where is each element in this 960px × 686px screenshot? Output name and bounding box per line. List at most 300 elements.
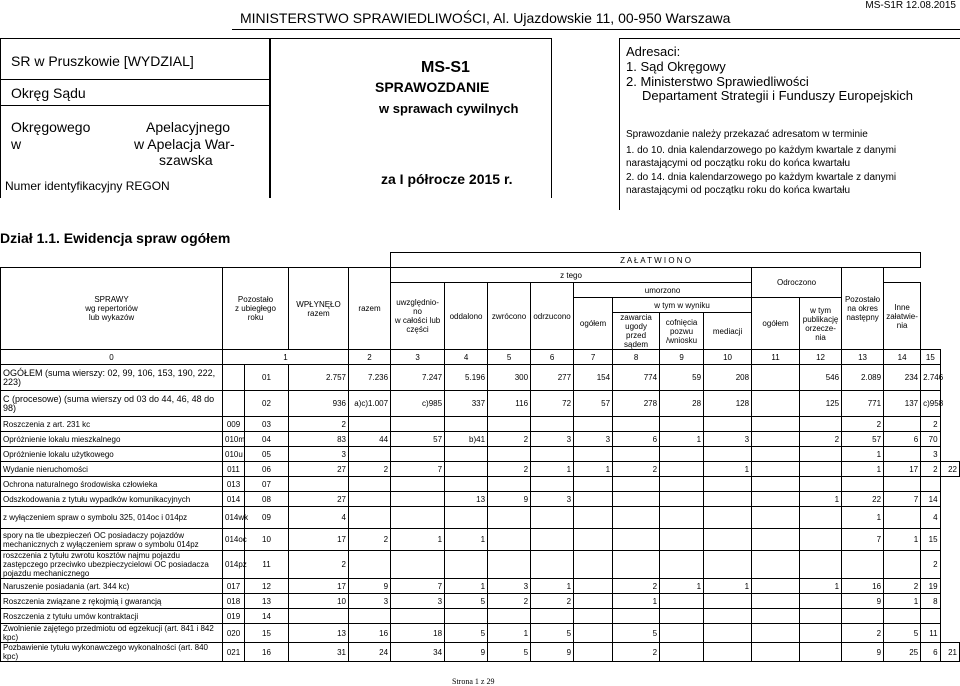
table-cell [531,529,574,551]
table-cell: 774 [613,365,660,391]
table-cell [445,417,488,432]
row-symbol: 014 [223,492,245,507]
table-cell [660,447,704,462]
table-cell [391,447,445,462]
table-cell [488,417,531,432]
table-cell [660,507,704,529]
table-cell [752,391,800,417]
row-symbol [223,365,245,391]
column-number: 6 [531,350,574,365]
table-row [1,417,960,432]
table-cell: 3 [704,432,752,447]
table-cell [800,609,842,624]
row-number: 14 [245,609,289,624]
table-cell [531,477,574,492]
row-label: OGÓŁEM (suma wierszy: 02, 99, 106, 153, 190, 222, 223) [1,365,223,391]
table-cell: 7 [842,529,884,551]
table-cell: 208 [704,365,752,391]
table-cell [613,609,660,624]
row-symbol: 014pz [223,551,245,579]
form-id: MS-S1 [421,59,470,76]
table-cell: 2.757 [289,365,349,391]
table-cell [884,447,921,462]
deadline-2: 2. do 14. dnia kalendarzowego po każdym kwartale z danymi [626,172,897,183]
column-number: 4 [445,350,488,365]
court-box [0,38,270,198]
row-number: 05 [245,447,289,462]
col-cofniecia: cofnięcia pozwu /wniosku [660,313,704,350]
table-cell: 2 [921,551,940,579]
row-symbol: 021 [223,643,245,662]
table-cell [704,624,752,643]
table-cell: 2 [289,417,349,432]
table-row [1,507,960,529]
table-cell: 2 [842,624,884,643]
row-symbol: 017 [223,579,245,594]
table-cell: 1 [531,462,574,477]
table-cell [704,492,752,507]
table-cell [800,643,842,662]
table-cell: 2.089 [842,365,884,391]
table-cell [349,609,391,624]
table-cell [445,551,488,579]
recipient-2: 2. Ministerstwo Sprawiedliwości [626,74,809,89]
table-cell: 2 [289,551,349,579]
col-wplynelo: WPŁYNĘŁO razem [289,268,349,350]
column-number: 7 [574,350,613,365]
table-cell [574,447,613,462]
table-cell [704,507,752,529]
row-number: 13 [245,594,289,609]
table-cell [704,643,752,662]
recipient-2-dept: Departament Strategii i Funduszy Europejskich [642,88,913,103]
table-cell: 2 [488,594,531,609]
table-cell [574,643,613,662]
table-cell: 14 [921,492,940,507]
table-row [1,609,960,624]
deadline-2b: narastającymi od początku roku do końca kwartału [626,185,851,196]
table-cell [574,594,613,609]
table-cell [488,529,531,551]
table-cell [445,447,488,462]
column-number: 13 [842,350,884,365]
table-row [1,529,960,551]
col-zwrocono: zwrócono [488,283,531,350]
row-label: Opróżnienie lokalu mieszkalnego [1,432,223,447]
table-cell [391,492,445,507]
column-number: 15 [921,350,940,365]
table-cell [921,477,940,492]
table-cell: 2 [613,579,660,594]
table-cell: 34 [391,643,445,662]
section-title: Dział 1.1. Ewidencja spraw ogółem [0,230,231,246]
table-cell: 17 [289,529,349,551]
table-cell: 2 [613,462,660,477]
col-pozostalo: Pozostało z ubiegłego roku [223,268,289,350]
table-cell [842,477,884,492]
table-cell: 3 [531,492,574,507]
table-cell [921,609,940,624]
table-cell: 1 [391,529,445,551]
table-cell: 5.196 [445,365,488,391]
table-cell: 1 [445,579,488,594]
table-cell [800,447,842,462]
table-cell: 16 [349,624,391,643]
table-cell [660,551,704,579]
table-cell: 128 [704,391,752,417]
table-cell: 300 [488,365,531,391]
table-cell [884,507,921,529]
row-symbol: 010u [223,447,245,462]
table-cell: 2 [842,417,884,432]
column-number: 14 [884,350,921,365]
appeal-court: Apelacyjnego [146,119,231,135]
col-zawarcia: zawarcia ugody przed sądem [613,313,660,350]
table-cell [391,609,445,624]
table-row [1,462,960,477]
table-cell [800,594,842,609]
title-box [270,38,552,198]
table-cell [660,492,704,507]
table-cell [752,579,800,594]
table-cell [884,417,921,432]
divider [1,79,271,80]
table-row [1,643,960,662]
table-cell: 1 [842,462,884,477]
court-name: SR w Pruszkowie [WYDZIAL] [11,53,194,69]
table-cell [800,507,842,529]
table-cell: 5 [445,624,488,643]
row-symbol: 011 [223,462,245,477]
table-cell: 1 [660,432,704,447]
table-row [1,594,960,609]
regional-court: Okręgowego [11,119,91,135]
row-symbol: 014oc [223,529,245,551]
table-cell [660,594,704,609]
col-uwzgl: uwzględnio- no w całości lub części [391,283,445,350]
table-cell [349,507,391,529]
table-cell: 5 [613,624,660,643]
table-cell: a)c)1.007 [349,391,391,417]
table-cell: 277 [531,365,574,391]
table-cell [574,579,613,594]
table-cell: 2 [488,462,531,477]
report-subtitle: w sprawach cywilnych [379,101,519,116]
row-label: Naruszenie posiadania (art. 344 kc) [1,579,223,594]
table-cell: 19 [921,579,940,594]
table-cell: 27 [289,492,349,507]
col-publikacja: w tym publikację orzecze- nia [800,298,842,350]
top-header [0,0,960,30]
table-cell: 771 [842,391,884,417]
table-cell [574,624,613,643]
column-number: 8 [613,350,660,365]
row-number: 02 [245,391,289,417]
table-cell: 17 [884,462,921,477]
table-cell: 1 [704,462,752,477]
cases-table [0,252,960,662]
table-cell [613,447,660,462]
table-row [1,492,960,507]
table-cell: 44 [349,432,391,447]
table-cell [531,447,574,462]
row-label: roszczenia z tytułu zwrotu kosztów najmu pojazdu zastępczego przeciwko ubezpieczycielowi OC posiadacza pojazdu mechanicznego [1,551,223,579]
row-symbol: 020 [223,624,245,643]
table-cell [704,477,752,492]
table-cell [704,551,752,579]
table-cell: 7 [391,579,445,594]
table-row [1,432,960,447]
table-cell: 57 [391,432,445,447]
table-cell [800,624,842,643]
table-cell: 7.247 [391,365,445,391]
table-cell [488,507,531,529]
table-cell [574,529,613,551]
table-cell: 2 [613,643,660,662]
table-cell [488,447,531,462]
table-row [1,447,960,462]
table-cell: 4 [289,507,349,529]
table-cell: 125 [800,391,842,417]
row-label: Zwolnienie zajętego przedmiotu od egzekucji (art. 841 i 842 kpc) [1,624,223,643]
table-cell [391,551,445,579]
row-symbol: 014wk [223,507,245,529]
table-cell [531,417,574,432]
table-cell: 21 [940,643,959,662]
table-cell [704,447,752,462]
table-row [1,579,960,594]
row-label: Ochrona naturalnego środowiska człowieka [1,477,223,492]
table-row [1,365,960,391]
table-cell [752,417,800,432]
table-cell: 1 [531,579,574,594]
table-cell: 11 [921,624,940,643]
col-ztego: z tego [391,268,752,283]
table-cell [613,477,660,492]
row-number: 10 [245,529,289,551]
table-cell [660,417,704,432]
column-number: 9 [660,350,704,365]
regional-w: w [11,136,22,152]
table-row [1,624,960,643]
table-cell: 9 [488,492,531,507]
row-symbol: 010m [223,432,245,447]
table-cell: 7 [884,492,921,507]
table-cell: 1 [574,462,613,477]
table-cell: 1 [445,529,488,551]
table-cell: 2.746 [921,365,940,391]
table-cell [391,507,445,529]
col-oddalono: oddalono [445,283,488,350]
table-cell [613,507,660,529]
table-cell [660,643,704,662]
table-cell: 6 [613,432,660,447]
col-umorzono-ogolem: ogółem [574,298,613,350]
table-cell: 546 [800,365,842,391]
table-cell [289,477,349,492]
table-cell [800,417,842,432]
table-cell: 13 [445,492,488,507]
table-cell: 5 [445,594,488,609]
table-cell: 1 [488,624,531,643]
table-cell: 1 [842,447,884,462]
table-cell: 10 [289,594,349,609]
table-cell: 8 [921,594,940,609]
table-cell: 5 [531,624,574,643]
table-cell: 3 [289,447,349,462]
table-cell [704,529,752,551]
row-symbol: 019 [223,609,245,624]
table-cell [613,551,660,579]
table-cell: 24 [349,643,391,662]
table-cell: 1 [613,594,660,609]
table-cell: 13 [289,624,349,643]
table-cell: 17 [289,579,349,594]
column-number: 3 [391,350,445,365]
row-number: 07 [245,477,289,492]
table-cell [752,507,800,529]
page-footer: Strona 1 z 29 [452,677,495,686]
table-cell [752,643,800,662]
table-cell: 28 [660,391,704,417]
col-odrzucono: odrzucono [531,283,574,350]
column-numbers-row [1,350,960,365]
table-cell [531,507,574,529]
appeal-line2: w Apelacja War- [134,136,235,152]
table-cell: 116 [488,391,531,417]
column-number: 10 [704,350,752,365]
table-cell: 2 [349,529,391,551]
table-cell [574,507,613,529]
table-cell: 234 [884,365,921,391]
table-cell [704,594,752,609]
table-cell: 22 [842,492,884,507]
table-cell [613,417,660,432]
col-zalatwiono: Z A Ł A T W I O N O [391,253,921,268]
divider [1,105,271,106]
table-cell [531,551,574,579]
row-number: 15 [245,624,289,643]
table-cell: 15 [921,529,940,551]
row-number: 12 [245,579,289,594]
col-razem: razem [349,268,391,350]
table-cell [391,417,445,432]
table-cell: 137 [884,391,921,417]
table-cell [752,594,800,609]
row-label: Wydanie nieruchomości [1,462,223,477]
table-cell [884,477,921,492]
row-label: Odszkodowania z tytułu wypadków komunikacyjnych [1,492,223,507]
table-cell [704,417,752,432]
appeal-line3: szawska [159,152,213,168]
table-cell: 1 [884,529,921,551]
row-number: 08 [245,492,289,507]
table-cell [574,609,613,624]
row-symbol: 009 [223,417,245,432]
table-cell [445,477,488,492]
table-cell [349,477,391,492]
col-inne: Inne załatwie- nia [884,283,921,350]
table-cell [660,477,704,492]
table-cell: 5 [884,624,921,643]
table-cell [884,551,921,579]
district-label: Okręg Sądu [11,85,86,101]
table-cell: 278 [613,391,660,417]
table-cell [574,551,613,579]
table-cell [349,551,391,579]
col-odroczono: Odroczono [752,268,842,298]
table-cell: 1 [660,579,704,594]
table-cell: 936 [289,391,349,417]
table-cell: 3 [391,594,445,609]
table-cell: 1 [842,507,884,529]
row-label: Roszczenia z tytułu umów kontraktacji [1,609,223,624]
table-cell: 70 [921,432,940,447]
table-cell [613,529,660,551]
table-cell [613,492,660,507]
regon-label: Numer identyfikacyjny REGON [5,179,170,193]
deadline-1b: narastającymi od początku roku do końca kwartału [626,158,851,169]
table-cell [884,609,921,624]
deadline-1: 1. do 10. dnia kalendarzowego po każdym kwartale z danymi [626,145,897,156]
table-cell: 18 [391,624,445,643]
table-cell: 2 [531,594,574,609]
table-cell: 31 [289,643,349,662]
table-cell [445,609,488,624]
table-cell [660,609,704,624]
table-cell [349,492,391,507]
table-cell [800,529,842,551]
table-cell: 25 [884,643,921,662]
row-label: C (procesowe) (suma wierszy od 03 do 44, 46, 48 do 98) [1,391,223,417]
table-cell: 3 [488,579,531,594]
table-cell [574,417,613,432]
table-cell: 1 [884,594,921,609]
recipients-box [619,38,960,210]
table-cell [752,492,800,507]
table-cell: 9 [842,594,884,609]
col-odroczono-ogolem: ogółem [752,298,800,350]
table-cell [800,462,842,477]
row-label: Opróżnienie lokalu użytkowego [1,447,223,462]
table-body [1,365,960,662]
column-number: 11 [752,350,800,365]
table-cell [800,551,842,579]
table-cell: 57 [842,432,884,447]
table-cell [752,609,800,624]
table-cell [800,477,842,492]
row-label: Roszczenia związane z rękojmią i gwarancją [1,594,223,609]
table-cell: 9 [349,579,391,594]
table-cell: 2 [800,432,842,447]
row-number: 11 [245,551,289,579]
table-cell: 9 [531,643,574,662]
table-cell: 9 [842,643,884,662]
table-cell: 6 [921,643,940,662]
table-cell: 1 [800,579,842,594]
table-cell [488,477,531,492]
table-cell: 3 [574,432,613,447]
table-cell: 7 [391,462,445,477]
row-number: 03 [245,417,289,432]
table-cell [842,551,884,579]
table-cell: c)958 [921,391,940,417]
table-cell [445,507,488,529]
table-cell [752,447,800,462]
deadline-note: Sprawozdanie należy przekazać adresatom w terminie [626,129,868,140]
col-sprawy: SPRAWY wg repertoriów lub wykazów [1,268,223,350]
table-cell [660,462,704,477]
